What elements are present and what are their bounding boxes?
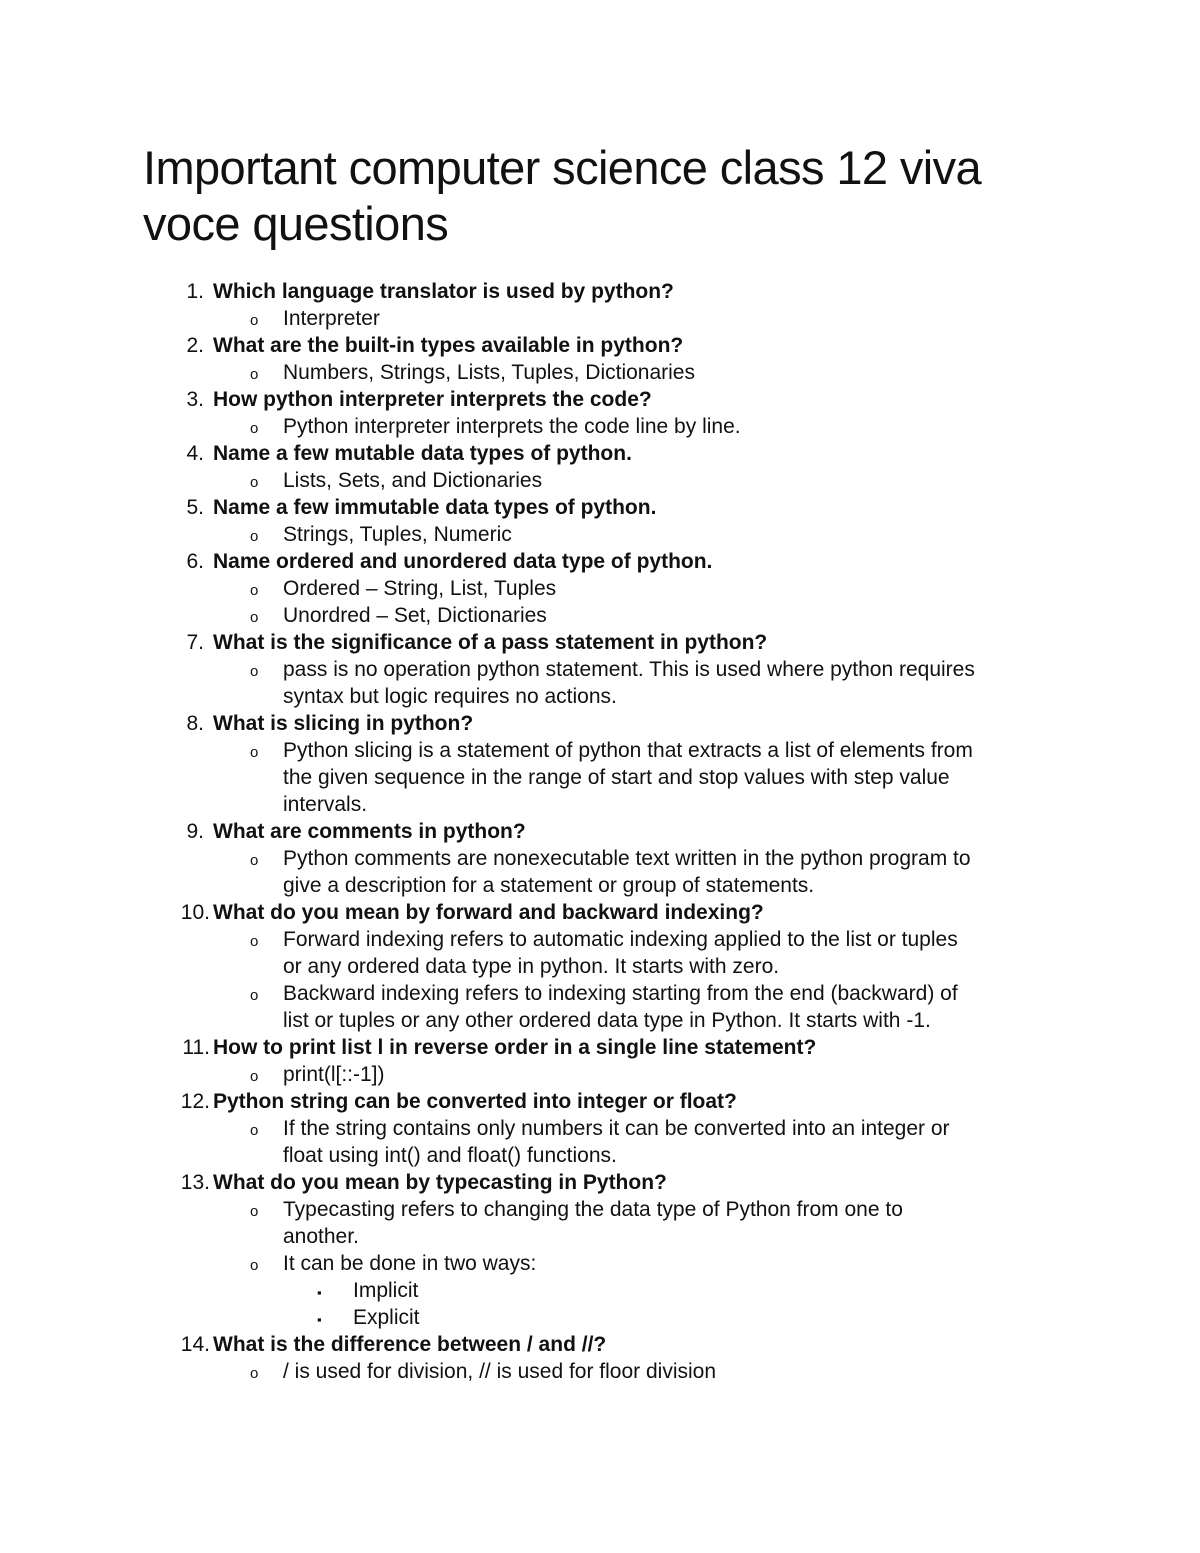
answer-row [0, 656, 1200, 683]
list-item [0, 1169, 1200, 1196]
question-text: Name ordered and unordered data type of python. [213, 550, 713, 573]
answer-text: Numbers, Strings, Lists, Tuples, Dictionaries [283, 361, 695, 384]
list-item [0, 629, 1200, 656]
question-number: 7. [186, 631, 204, 654]
answer-continuation [0, 1223, 1200, 1250]
answer-row [0, 413, 1200, 440]
answer-row [0, 575, 1200, 602]
question-number: 13. [180, 1171, 210, 1194]
question-list [0, 278, 1200, 1385]
question-text: What are the built-in types available in python? [213, 334, 684, 357]
answer-row [0, 305, 1200, 332]
list-item [0, 332, 1200, 359]
square-bullet-icon: ▪ [317, 1312, 322, 1327]
question-text: What do you mean by typecasting in Python? [213, 1171, 667, 1194]
list-item [0, 899, 1200, 926]
page-title: Important computer science class 12 viva voce questions [143, 141, 982, 250]
question-text: Name a few mutable data types of python. [213, 442, 632, 465]
answer-text: intervals. [283, 793, 368, 816]
answer-text: It can be done in two ways: [283, 1252, 537, 1275]
question-text: Which language translator is used by python? [213, 280, 674, 303]
answer-text: print(l[::-1]) [283, 1063, 385, 1086]
answer-text: another. [283, 1225, 359, 1248]
circle-bullet-icon: o [250, 1068, 259, 1085]
circle-bullet-icon: o [250, 852, 259, 869]
answer-text: syntax but logic requires no actions. [283, 685, 617, 708]
question-text: Name a few immutable data types of python. [213, 496, 657, 519]
question-number: 1. [186, 280, 204, 303]
question-number: 9. [186, 820, 204, 843]
answer-continuation [0, 953, 1200, 980]
circle-bullet-icon: o [250, 933, 259, 950]
circle-bullet-icon: o [250, 987, 259, 1004]
answer-text: or any ordered data type in python. It starts with zero. [283, 955, 780, 978]
answer-continuation [0, 764, 1200, 791]
circle-bullet-icon: o [250, 1122, 259, 1139]
question-text: Python string can be converted into integer or float? [213, 1090, 737, 1113]
answer-text: Python slicing is a statement of python that extracts a list of elements from [283, 739, 973, 762]
answer-row [0, 1196, 1200, 1223]
answer-text: Backward indexing refers to indexing starting from the end (backward) of [283, 982, 958, 1005]
question-text: How to print list l in reverse order in a single line statement? [213, 1036, 817, 1059]
question-number: 14. [180, 1333, 210, 1356]
answer-continuation [0, 872, 1200, 899]
answer-text: Forward indexing refers to automatic indexing applied to the list or tuples [283, 928, 958, 951]
list-item [0, 548, 1200, 575]
list-item [0, 494, 1200, 521]
answer-text: list or tuples or any other ordered data type in Python. It starts with -1. [283, 1009, 931, 1032]
sub-answer-text: Implicit [353, 1279, 419, 1302]
question-number: 12. [180, 1090, 210, 1113]
list-item [0, 1331, 1200, 1358]
question-text: How python interpreter interprets the code? [213, 388, 652, 411]
answer-text: pass is no operation python statement. This is used where python requires [283, 658, 975, 681]
answer-text: If the string contains only numbers it can be converted into an integer or [283, 1117, 950, 1140]
answer-row [0, 1358, 1200, 1385]
sub-answer-row [0, 1277, 1200, 1304]
answer-text: / is used for division, // is used for floor division [283, 1360, 717, 1383]
answer-row [0, 521, 1200, 548]
question-text: What is slicing in python? [213, 712, 474, 735]
answer-text: Ordered – String, List, Tuples [283, 577, 557, 600]
list-item [0, 710, 1200, 737]
question-text: What is the difference between / and //? [213, 1333, 607, 1356]
answer-continuation [0, 1142, 1200, 1169]
list-item [0, 386, 1200, 413]
answer-text: Typecasting refers to changing the data type of Python from one to [283, 1198, 903, 1221]
question-number: 2. [186, 334, 204, 357]
circle-bullet-icon: o [250, 1365, 259, 1382]
question-number: 4. [186, 442, 204, 465]
list-item [0, 440, 1200, 467]
answer-row [0, 845, 1200, 872]
answer-continuation [0, 1007, 1200, 1034]
question-text: What is the significance of a pass statement in python? [213, 631, 768, 654]
list-item [0, 1034, 1200, 1061]
answer-row [0, 1115, 1200, 1142]
answer-continuation [0, 791, 1200, 818]
answer-text: Lists, Sets, and Dictionaries [283, 469, 543, 492]
list-item [0, 278, 1200, 305]
answer-text: give a description for a statement or group of statements. [283, 874, 815, 897]
sub-answer-text: Explicit [353, 1306, 420, 1329]
question-number: 3. [186, 388, 204, 411]
answer-text: Python interpreter interprets the code line by line. [283, 415, 741, 438]
circle-bullet-icon: o [250, 366, 259, 383]
answer-row [0, 980, 1200, 1007]
answer-row [0, 1250, 1200, 1277]
answer-text: Strings, Tuples, Numeric [283, 523, 512, 546]
circle-bullet-icon: o [250, 474, 259, 491]
list-item [0, 818, 1200, 845]
answer-text: float using int() and float() functions. [283, 1144, 617, 1167]
answer-row [0, 359, 1200, 386]
answer-row [0, 737, 1200, 764]
circle-bullet-icon: o [250, 420, 259, 437]
answer-row [0, 1061, 1200, 1088]
answer-row [0, 467, 1200, 494]
answer-text: Interpreter [283, 307, 380, 330]
circle-bullet-icon: o [250, 312, 259, 329]
circle-bullet-icon: o [250, 609, 259, 626]
circle-bullet-icon: o [250, 1257, 259, 1274]
circle-bullet-icon: o [250, 1203, 259, 1220]
question-number: 10. [180, 901, 210, 924]
circle-bullet-icon: o [250, 744, 259, 761]
answer-row [0, 602, 1200, 629]
circle-bullet-icon: o [250, 582, 259, 599]
answer-text: Python comments are nonexecutable text written in the python program to [283, 847, 971, 870]
answer-row [0, 926, 1200, 953]
question-text: What do you mean by forward and backward indexing? [213, 901, 764, 924]
question-number: 11. [182, 1036, 210, 1059]
answer-text: Unordred – Set, Dictionaries [283, 604, 547, 627]
answer-continuation [0, 683, 1200, 710]
question-number: 5. [186, 496, 204, 519]
sub-answer-row [0, 1304, 1200, 1331]
question-number: 8. [186, 712, 204, 735]
answer-text: the given sequence in the range of start and stop values with step value [283, 766, 950, 789]
square-bullet-icon: ▪ [317, 1285, 322, 1300]
question-text: What are comments in python? [213, 820, 526, 843]
list-item [0, 1088, 1200, 1115]
circle-bullet-icon: o [250, 663, 259, 680]
circle-bullet-icon: o [250, 528, 259, 545]
question-number: 6. [186, 550, 204, 573]
